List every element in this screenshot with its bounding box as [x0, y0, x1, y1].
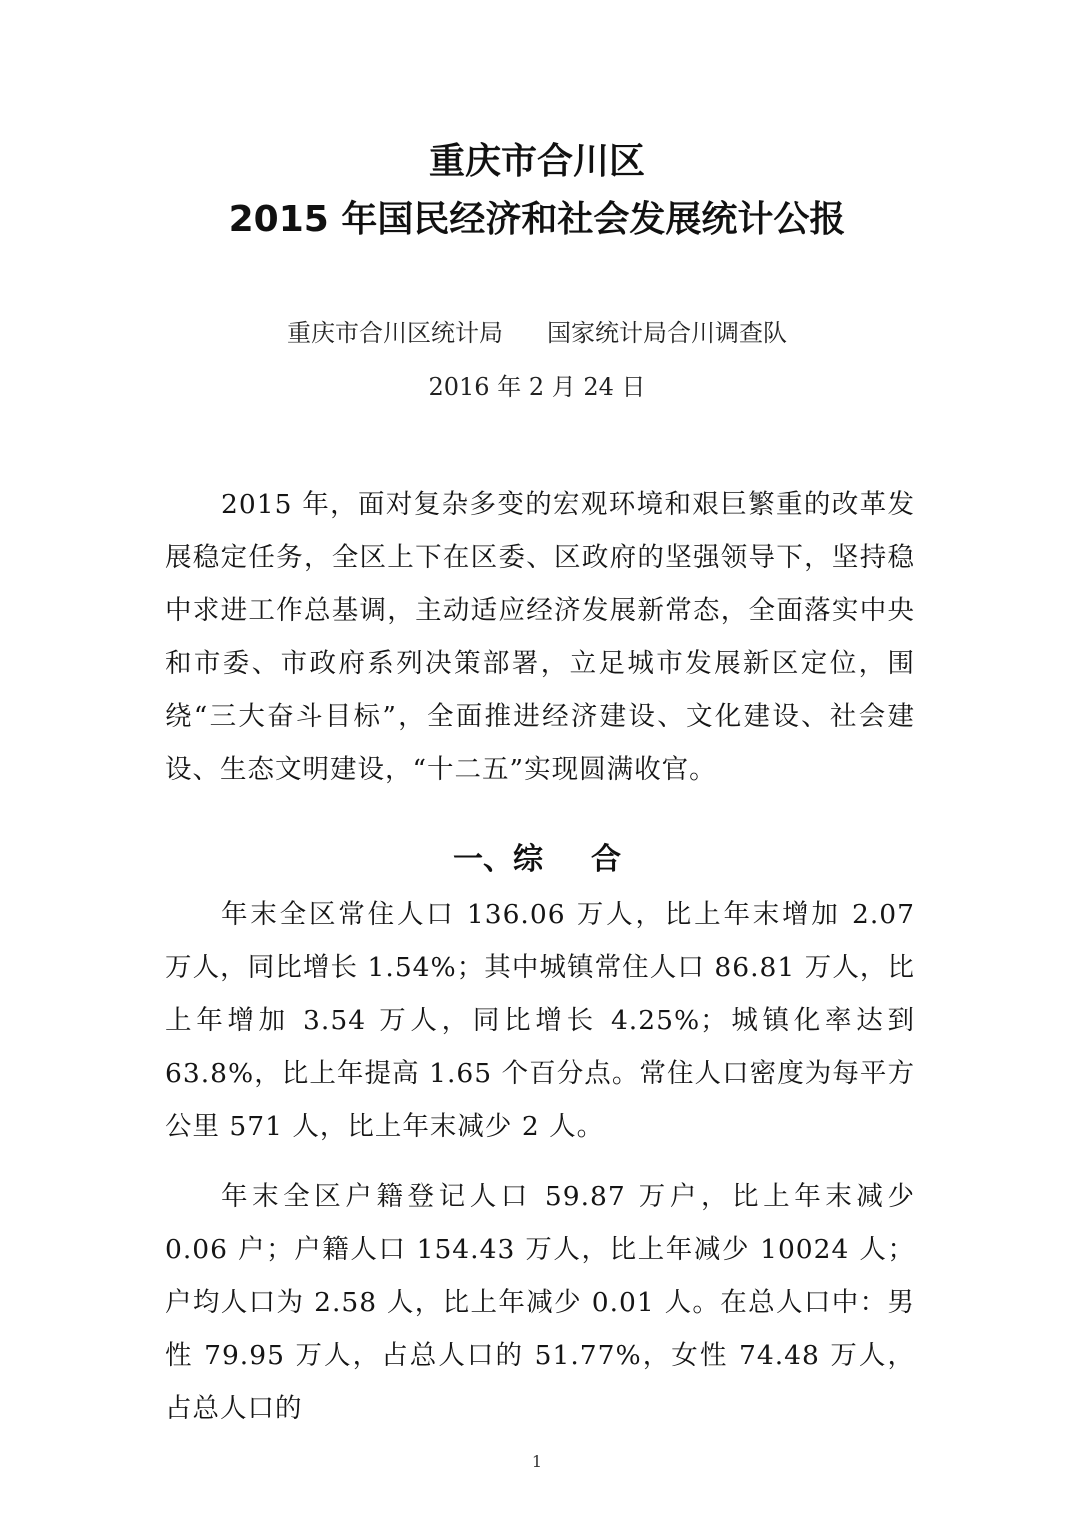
section-heading-text: 合	[591, 842, 621, 877]
issuer-survey-team: 国家统计局合川调查队	[547, 319, 787, 347]
population-paragraph-registered: 年末全区户籍登记人口 59.87 万户，比上年末减少 0.06 户；户籍人口 154.43 万人，比上年减少 10024 人；户均人口为 2.58 人，比上年减少 0.01 人。在总人口中：男性 79.95 万人，占总人口的 51.77%，女性 74.48 万人，占总人口的	[165, 1181, 915, 1424]
section-heading-number: 一、综	[453, 842, 543, 877]
publication-date: 2016 年 2 月 24 日	[428, 373, 646, 401]
page-number: 1	[531, 1452, 543, 1471]
issuing-agencies	[0, 318, 1074, 348]
section-heading-general	[0, 838, 1074, 882]
report-title-region: 重庆市合川区	[428, 141, 645, 182]
intro-paragraph: 2015 年，面对复杂多变的宏观环境和艰巨繁重的改革发展稳定任务，全区上下在区委、区政府的坚强领导下，坚持稳中求进工作总基调，主动适应经济发展新常态，全面落实中央和市委、市政府系列决策部署，立足城市发展新区定位，围绕“三大奋斗目标”，全面推进经济建设、文化建设、社会建设、生态文明建设，“十二五”实现圆满收官。	[165, 489, 915, 785]
population-paragraph-resident: 年末全区常住人口 136.06 万人，比上年末增加 2.07 万人，同比增长 1.54%；其中城镇常住人口 86.81 万人，比上年增加 3.54 万人，同比增长 4.25%；城镇化率达到 63.8%，比上年提高 1.65 个百分点。常住人口密度为每平方公里 571 人，比上年末减少 2 人。	[165, 899, 915, 1142]
report-title-main: 2015 年国民经济和社会发展统计公报	[228, 199, 846, 240]
issuer-statistics-bureau: 重庆市合川区统计局	[287, 319, 503, 347]
